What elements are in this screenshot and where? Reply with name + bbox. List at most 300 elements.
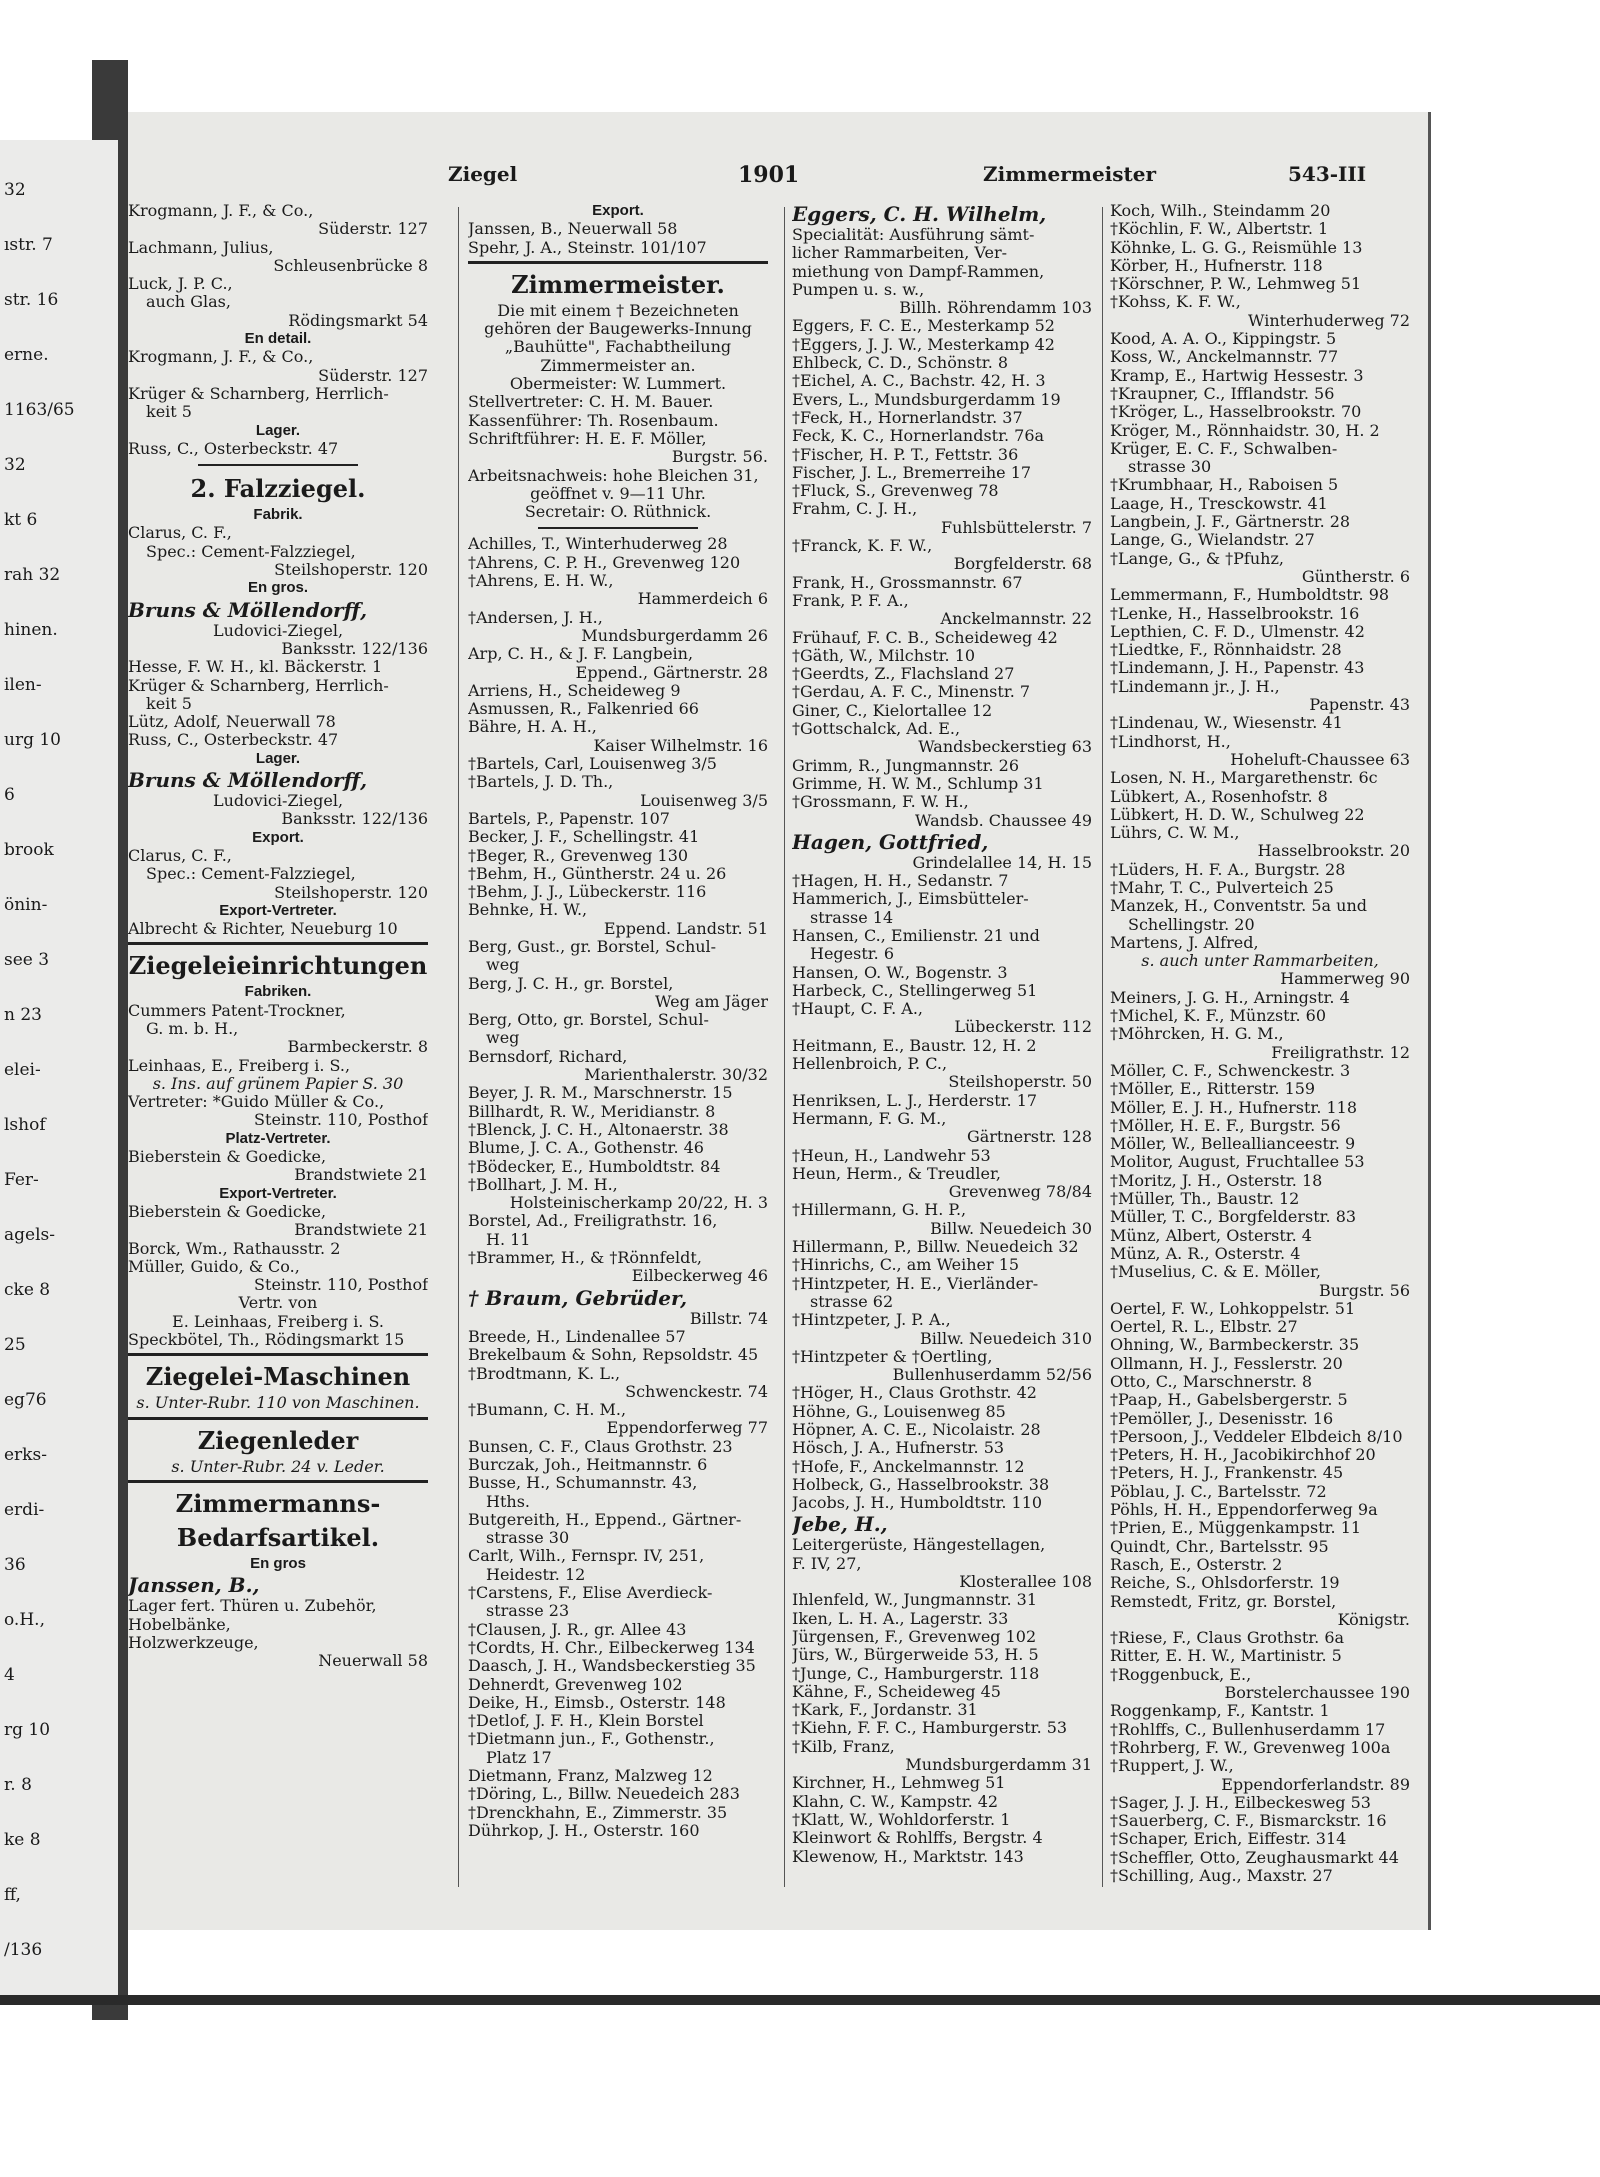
entry-line: †Möller, H. E. F., Burgstr. 56 (1110, 1116, 1341, 1135)
subheading: Lager. (255, 749, 301, 767)
entry-line: Kirchner, H., Lehmweg 51 (792, 1774, 1006, 1793)
entry-line: †Franck, K. F. W., (792, 537, 933, 556)
entry-continuation: weg (486, 1029, 520, 1048)
entry-line: Specialität: Ausführung sämt- (792, 226, 1035, 244)
entry-address: Eppendorferweg 77 (606, 1419, 768, 1438)
firm-name: Bruns & Möllendorff, (128, 597, 368, 622)
entry-line: †Fischer, H. P. T., Fettstr. 36 (792, 445, 1019, 464)
entry-line: Martens, J. Alfred, (1110, 933, 1259, 952)
entry-line: Schriftführer: H. E. F. Möller, (468, 429, 707, 448)
entry-line: †Liedtke, F., Rönnhaidstr. 28 (1110, 641, 1342, 660)
entry-line: Ehlbeck, C. D., Schönstr. 8 (792, 354, 1009, 373)
entry-line: Dehnerdt, Grevenweg 102 (468, 1675, 683, 1694)
entry-line: †Ruppert, J. W., (1110, 1757, 1234, 1776)
entry-line: †Köchlin, F. W., Albertstr. 1 (1110, 220, 1329, 239)
entry-address: Steinstr. 110, Posthof (254, 1111, 428, 1130)
facing-page-text: 32 (4, 180, 26, 200)
entry-line: Müller, Guido, & Co., (128, 1257, 300, 1276)
entry-line: Hobelbänke, (128, 1615, 231, 1634)
entry-continuation: strasse 62 (810, 1292, 894, 1311)
entry-line: †Schaper, Erich, Eiffestr. 314 (1110, 1830, 1347, 1849)
entry-line: †Schilling, Aug., Maxstr. 27 (1110, 1867, 1333, 1886)
entry-line: †Peters, H. J., Frankenstr. 45 (1110, 1464, 1344, 1483)
entry-line: †Paap, H., Gabelsbergerstr. 5 (1110, 1391, 1348, 1410)
facing-page-text: hinen. (4, 620, 58, 640)
entry-line: †Prien, E., Müggenkampstr. 11 (1110, 1519, 1362, 1538)
entry-line: Heitmann, E., Baustr. 12, H. 2 (792, 1036, 1037, 1055)
entry-line: licher Rammarbeiten, Ver- (792, 244, 1007, 263)
entry-continuation: Spec.: Cement-Falzziegel, (146, 542, 356, 561)
entry-line: Losen, N. H., Margarethenstr. 6c (1110, 769, 1378, 788)
entry-line: Russ, C., Osterbeckstr. 47 (128, 439, 339, 458)
subheading: Platz-Vertreter. (225, 1129, 331, 1147)
entry-address: Eppend., Gärtnerstr. 28 (575, 663, 768, 682)
entry-line: Lachmann, Julius, (128, 238, 274, 257)
entry-line: Lübkert, A., Rosenhofstr. 8 (1110, 787, 1328, 806)
entry-line: Kröger, M., Rönnhaidstr. 30, H. 2 (1110, 421, 1380, 440)
cross-reference: s. Ins. auf grünem Papier S. 30 (152, 1074, 404, 1093)
entry-address: Mundsburgerdamm 31 (905, 1756, 1092, 1775)
entry-address: Papenstr. 43 (1309, 696, 1410, 715)
facing-page-text: 36 (4, 1555, 26, 1575)
entry-line: Frahm, C. J. H., (792, 500, 918, 519)
entry-line: Otto, C., Marschnerstr. 8 (1110, 1373, 1313, 1391)
entry-line: Asmussen, R., Falkenried 66 (468, 700, 699, 719)
facing-page-text: erdi- (4, 1500, 45, 1520)
entry-line: Oertel, F. W., Lohkoppelstr. 51 (1110, 1299, 1356, 1318)
facing-page-text: Fer- (4, 1170, 39, 1190)
entry-line: †Kohss, K. F. W., (1110, 293, 1241, 312)
entry-address: Rödingsmarkt 54 (288, 311, 428, 330)
entry-line: Kähne, F., Scheideweg 45 (792, 1682, 1001, 1701)
centered-line: Obermeister: W. Lummert. (509, 375, 727, 394)
facing-page-text: erks- (4, 1445, 47, 1465)
entry-address: Mundsburgerdamm 26 (581, 626, 768, 645)
entry-line: †Peters, H. H., Jacobikirchhof 20 (1110, 1446, 1376, 1465)
entry-address: Wandsb. Chaussee 49 (915, 811, 1092, 830)
entry-line: Eggers, F. C. E., Mesterkamp 52 (792, 317, 1055, 336)
entry-line: Lager fert. Thüren u. Zubehör, (128, 1597, 377, 1616)
entry-line: †Lüders, H. F. A., Burgstr. 28 (1110, 860, 1346, 879)
entry-line: †Krumbhaar, H., Raboisen 5 (1110, 476, 1339, 495)
facing-page-text: r. 8 (4, 1775, 32, 1795)
entry-continuation: Platz 17 (486, 1748, 552, 1767)
entry-line: †Lindemann, J. H., Papenstr. 43 (1110, 659, 1365, 678)
entry-line: Frank, H., Grossmannstr. 67 (792, 573, 1023, 592)
entry-line: F. IV, 27, (792, 1554, 862, 1573)
entry-address: Freiligrathstr. 12 (1271, 1043, 1410, 1062)
centered-line: Vertr. von (238, 1294, 318, 1313)
entry-line: †Lange, G., & †Pfuhz, (1110, 549, 1284, 568)
entry-line: †Möhrcken, H. G. M., (1110, 1025, 1284, 1044)
entry-line: †Junge, C., Hamburgerstr. 118 (792, 1664, 1040, 1683)
entry-line: †Kiehn, F. F. C., Hamburgerstr. 53 (792, 1719, 1068, 1738)
entry-line: †Möller, E., Ritterstr. 159 (1110, 1080, 1316, 1099)
entry-continuation: Heidestr. 12 (486, 1565, 586, 1584)
entry-line: Arbeitsnachweis: hohe Bleichen 31, (468, 466, 759, 485)
entry-line: Koch, Wilh., Steindamm 20 (1110, 202, 1331, 220)
entry-line: Carlt, Wilh., Fernspr. IV, 251, (468, 1547, 705, 1566)
entry-address: Weg am Jäger (654, 992, 768, 1011)
facing-page-text: /136 (4, 1940, 43, 1960)
entry-address: Steilshoperstr. 120 (274, 883, 428, 902)
entry-line: Langbein, J. F., Gärtnerstr. 28 (1110, 513, 1351, 532)
entry-line: Kood, A. A. O., Kippingstr. 5 (1110, 330, 1337, 349)
entry-line: †Gerdau, A. F. C., Minenstr. 7 (792, 683, 1031, 702)
separator-rule (538, 527, 698, 529)
entry-line: Leinhaas, E., Freiberg i. S., (128, 1056, 351, 1075)
separator-rule (198, 464, 358, 466)
entry-line: Clarus, C. F., (128, 846, 232, 865)
entry-line: †Eggers, J. J. W., Mesterkamp 42 (792, 335, 1055, 354)
entry-address: Anckelmannstr. 22 (940, 610, 1092, 629)
firm-name: † Braum, Gebrüder, (468, 1285, 688, 1310)
entry-line: Henriksen, L. J., Herderstr. 17 (792, 1091, 1038, 1110)
entry-line: Ritter, E. H. W., Martinistr. 5 (1110, 1647, 1342, 1666)
entry-address: Süderstr. 127 (318, 366, 428, 385)
section-heading: Zimmermeister. (511, 269, 725, 299)
facing-page-text: ilen- (4, 675, 42, 695)
entry-address: Schleusenbrücke 8 (273, 256, 428, 275)
subheading: Export-Vertreter. (219, 1184, 337, 1202)
centered-line: Ludovici-Ziegel, (212, 621, 344, 640)
firm-name: Jebe, H., (792, 1512, 888, 1537)
entry-line: †Haupt, C. F. A., (792, 1000, 923, 1019)
entry-address: Borstelerchaussee 190 (1224, 1684, 1410, 1703)
firm-name: Eggers, C. H. Wilhelm, (792, 202, 1047, 226)
entry-line: Meiners, J. G. H., Arningstr. 4 (1110, 988, 1350, 1007)
entry-line: Jacobs, J. H., Humboldtstr. 110 (792, 1494, 1043, 1513)
entry-line: Kramp, E., Hartwig Hessestr. 3 (1110, 366, 1364, 385)
entry-line: Höhne, G., Louisenweg 85 (792, 1402, 1006, 1421)
entry-line: Lührs, C. W. M., (1110, 824, 1240, 843)
entry-line: Berg, J. C. H., gr. Borstel, (468, 974, 674, 993)
entry-line: †Bödecker, E., Humboldtstr. 84 (468, 1157, 721, 1176)
entry-line: †Clausen, J. R., gr. Allee 43 (468, 1620, 687, 1639)
page-number: 543-III (1288, 162, 1367, 186)
cross-reference: s. auch unter Rammarbeiten, (1141, 952, 1379, 971)
entry-line: †Feck, H., Hornerlandstr. 37 (792, 408, 1023, 427)
entry-line: Dührkop, J. H., Osterstr. 160 (468, 1821, 700, 1840)
entry-line: †Bartels, J. D. Th., (468, 773, 614, 792)
entry-line: Blume, J. C. A., Gothenstr. 46 (468, 1139, 704, 1158)
page-header (128, 162, 1428, 192)
entry-line: Hansen, C., Emilienstr. 21 und (792, 926, 1040, 945)
entry-line: †Michel, K. F., Münzstr. 60 (1110, 1007, 1326, 1026)
centered-line: Zimmermeister an. (540, 356, 696, 375)
entry-line: †Hintzpeter, H. E., Vierländer- (792, 1274, 1039, 1293)
entry-line: Borstel, Ad., Freiligrathstr. 16, (468, 1212, 718, 1231)
entry-line: Roggenkamp, F., Kantstr. 1 (1110, 1702, 1330, 1721)
entry-address: Burgstr. 56. (671, 448, 768, 467)
facing-page-text: urg 10 (4, 730, 61, 750)
entry-address: Grindelallee 14, H. 15 (912, 853, 1092, 872)
column-2 (468, 202, 768, 1840)
facing-page-text: str. 16 (4, 290, 59, 310)
entry-line: Leitergerüste, Hängestellagen, (792, 1536, 1046, 1555)
subheading: Fabriken. (244, 983, 312, 1001)
facing-page-text: 25 (4, 1335, 26, 1355)
entry-line: Berg, Otto, gr. Borstel, Schul- (468, 1011, 709, 1030)
entry-line: †Eichel, A. C., Bachstr. 42, H. 3 (792, 372, 1046, 391)
entry-line: Grimme, H. W. M., Schlump 31 (792, 774, 1044, 793)
facing-page-text: erne. (4, 345, 49, 365)
subheading: Export. (252, 828, 304, 846)
entry-line: Münz, A. R., Osterstr. 4 (1110, 1244, 1301, 1263)
section-rule (128, 942, 428, 945)
entry-address: Grevenweg 78/84 (948, 1183, 1092, 1202)
entry-line: †Roggenbuck, E., (1110, 1665, 1252, 1684)
entry-line: †Hintzpeter, J. P. A., (792, 1311, 951, 1330)
entry-line: †Bollhart, J. M. H., (468, 1175, 618, 1194)
entry-line: Münz, Albert, Osterstr. 4 (1110, 1226, 1312, 1245)
entry-line: Ollmann, H. J., Fesslerstr. 20 (1110, 1354, 1343, 1373)
entry-line: Holbeck, G., Hasselbrookstr. 38 (792, 1475, 1050, 1494)
entry-line: Körber, H., Hufnerstr. 118 (1110, 256, 1323, 275)
facing-page-text: rah 32 (4, 565, 61, 585)
entry-line: Cummers Patent-Trockner, (128, 1001, 346, 1020)
entry-line: Evers, L., Mundsburgerdamm 19 (792, 390, 1061, 409)
facing-page-text: see 3 (4, 950, 50, 970)
entry-continuation: Spec.: Cement-Falzziegel, (146, 865, 356, 884)
entry-line: Frank, P. F. A., (792, 591, 909, 610)
entry-line: Kleinwort & Rohlffs, Bergstr. 4 (792, 1829, 1043, 1848)
entry-line: †Fluck, S., Grevenweg 78 (792, 482, 999, 501)
entry-line: Lange, G., Wielandstr. 27 (1110, 531, 1315, 550)
entry-line: †Muselius, C. & E. Möller, (1110, 1263, 1322, 1282)
facing-page-text: önin- (4, 895, 48, 915)
facing-page-text: o.H., (4, 1610, 45, 1630)
section-rule (128, 1353, 428, 1356)
entry-line: Billhardt, R. W., Meridianstr. 8 (468, 1102, 716, 1121)
entry-line: Breede, H., Lindenallee 57 (468, 1327, 686, 1346)
entry-line: †Beger, R., Grevenweg 130 (468, 846, 689, 865)
entry-line: Jürgensen, F., Grevenweg 102 (792, 1627, 1037, 1646)
facing-page-text: ke 8 (4, 1830, 41, 1850)
entry-line: Klahn, C. W., Kampstr. 42 (792, 1792, 999, 1811)
entry-address: Hammerweg 90 (1280, 970, 1410, 989)
facing-page-text: 6 (4, 785, 15, 805)
header-year: 1901 (738, 162, 800, 188)
entry-line: Spehr, J. A., Steinstr. 101/107 (468, 238, 707, 257)
entry-line: †Cordts, H. Chr., Eilbeckerweg 134 (468, 1638, 755, 1657)
entry-address: Barmbeckerstr. 8 (287, 1038, 428, 1057)
entry-line: †Blenck, J. C. H., Altonaerstr. 38 (468, 1120, 729, 1139)
entry-line: †Rohlffs, C., Bullenhuserdamm 17 (1110, 1720, 1386, 1739)
entry-line: †Behm, J. J., Lübeckerstr. 116 (468, 883, 707, 902)
entry-line: Möller, E. J. H., Hufnerstr. 118 (1110, 1098, 1358, 1117)
entry-line: Holzwerkzeuge, (128, 1633, 259, 1652)
entry-line: Achilles, T., Winterhuderweg 28 (468, 535, 728, 554)
entry-line: †Sager, J. J. H., Eilbeckesweg 53 (1110, 1793, 1371, 1812)
entry-line: miethung von Dampf-Rammen, (792, 262, 1045, 281)
entry-address: Wandsbeckerstieg 63 (918, 738, 1092, 757)
entry-address: Billstr. 74 (689, 1309, 768, 1328)
entry-line: †Ahrens, E. H. W., (468, 572, 614, 591)
entry-address: Lübeckerstr. 112 (954, 1018, 1092, 1037)
centered-line: Secretair: O. Rüthnick. (524, 503, 712, 522)
entry-address: Borgfelderstr. 68 (953, 555, 1092, 574)
facing-page-text: lshof (4, 1115, 46, 1135)
facing-page-text: brook (4, 840, 54, 860)
entry-line: †Kröger, L., Hasselbrookstr. 70 (1110, 403, 1362, 422)
entry-line: Remstedt, Fritz, gr. Borstel, (1110, 1592, 1337, 1611)
section-heading: Ziegenleder (197, 1425, 359, 1455)
entry-continuation: H. 11 (486, 1230, 531, 1249)
column-divider (1102, 207, 1103, 1887)
entry-line: Möller, W., Belleallianceestr. 9 (1110, 1135, 1356, 1154)
entry-continuation: keit 5 (146, 403, 192, 422)
entry-line: Krogmann, J. F., & Co., (128, 348, 314, 367)
entry-line: †Kraupner, C., Ifflandstr. 56 (1110, 384, 1335, 403)
entry-line: Behnke, H. W., (468, 901, 588, 920)
entry-line: Dietmann, Franz, Malzweg 12 (468, 1767, 713, 1786)
facing-page-text: rg 10 (4, 1720, 51, 1740)
entry-line: Janssen, B., Neuerwall 58 (468, 220, 678, 239)
facing-page-text: eg76 (4, 1390, 47, 1410)
facing-page-text: n 23 (4, 1005, 42, 1025)
entry-address: Süderstr. 127 (318, 220, 428, 239)
entry-address: Eilbeckerweg 46 (631, 1267, 768, 1286)
entry-line: Grimm, R., Jungmannstr. 26 (792, 756, 1020, 775)
firm-name: Bruns & Möllendorff, (128, 768, 368, 793)
entry-line: Pöblau, J. C., Bartelsstr. 72 (1110, 1482, 1327, 1501)
entry-line: Harbeck, C., Stellingerweg 51 (792, 981, 1038, 1000)
entry-line: Molitor, August, Fruchtallee 53 (1110, 1153, 1365, 1172)
section-heading: 2. Falzziegel. (190, 474, 366, 504)
entry-line: Brekelbaum & Sohn, Repsoldstr. 45 (468, 1346, 759, 1365)
entry-address: Klosterallee 108 (959, 1573, 1092, 1592)
entry-line: Jürs, W., Bürgerweide 53, H. 5 (792, 1646, 1039, 1665)
entry-line: Krogmann, J. F., & Co., (128, 202, 314, 220)
entry-line: Lepthien, C. F. D., Ulmenstr. 42 (1110, 622, 1365, 641)
centered-line: „Bauhütte", Fachabtheilung (504, 338, 732, 357)
entry-line: Hermann, F. G. M., (792, 1109, 947, 1128)
entry-continuation: weg (486, 956, 520, 975)
entry-address: Bullenhuserdamm 52/56 (892, 1366, 1092, 1385)
entry-line: Butgereith, H., Eppend., Gärtner- (468, 1510, 742, 1529)
entry-line: †Gäth, W., Milchstr. 10 (792, 646, 976, 665)
entry-line: Beyer, J. R. M., Marschnerstr. 15 (468, 1084, 733, 1103)
entry-line: Quindt, Chr., Bartelsstr. 95 (1110, 1537, 1329, 1556)
entry-line: †Müller, Th., Baustr. 12 (1110, 1190, 1300, 1209)
entry-address: Kaiser Wilhelmstr. 16 (593, 736, 768, 755)
entry-line: Frühauf, F. C. B., Scheideweg 42 (792, 628, 1058, 647)
entry-line: Becker, J. F., Schellingstr. 41 (468, 828, 700, 847)
entry-line: †Bartels, Carl, Louisenweg 3/5 (468, 755, 717, 774)
section-heading: Ziegelei-Maschinen (145, 1362, 411, 1392)
entry-line: Berg, Gust., gr. Borstel, Schul- (468, 937, 717, 956)
entry-continuation: strasse 30 (1128, 458, 1212, 477)
entry-line: Speckbötel, Th., Rödingsmarkt 15 (128, 1331, 405, 1350)
entry-line: Daasch, J. H., Wandsbeckerstieg 35 (468, 1657, 756, 1676)
entry-address: Brandstwiete 21 (294, 1221, 428, 1240)
entry-line: Arriens, H., Scheideweg 9 (468, 681, 681, 700)
entry-address: Fuhlsbüttelerstr. 7 (940, 518, 1092, 537)
entry-line: †Grossmann, F. W. H., (792, 793, 969, 812)
entry-line: Hillermann, P., Billw. Neuedeich 32 (792, 1238, 1079, 1257)
entry-address: Steinstr. 110, Posthof (254, 1276, 428, 1295)
facing-page-text: 1163/65 (4, 400, 75, 420)
entry-line: †Hagen, H. H., Sedanstr. 7 (792, 872, 1009, 891)
entry-line: Krüger & Scharnberg, Herrlich- (128, 384, 389, 403)
entry-address: Gärtnerstr. 128 (966, 1128, 1092, 1147)
entry-line: Giner, C., Kielortallee 12 (792, 701, 993, 720)
entry-line: †Andersen, J. H., (468, 608, 603, 627)
entry-line: Müller, T. C., Borgfelderstr. 83 (1110, 1208, 1357, 1227)
centered-line: geöffnet v. 9—11 Uhr. (530, 484, 706, 503)
subheading: Export-Vertreter. (219, 901, 337, 919)
entry-line: Albrecht & Richter, Neueburg 10 (128, 920, 398, 939)
entry-address: Hoheluft-Chaussee 63 (1230, 750, 1410, 769)
entry-line: †Drenckhahn, E., Zimmerstr. 35 (468, 1803, 728, 1822)
entry-address: Marienthalerstr. 30/32 (584, 1066, 768, 1085)
scan-bottom-edge (0, 1995, 1600, 2005)
entry-continuation: strasse 14 (810, 908, 894, 927)
facing-page-text: agels- (4, 1225, 55, 1245)
entry-address: Banksstr. 122/136 (281, 639, 428, 658)
entry-line: Pöhls, H. H., Eppendorferweg 9a (1110, 1501, 1378, 1520)
entry-address: Holsteinischerkamp 20/22, H. 3 (509, 1194, 768, 1213)
column-divider (784, 207, 785, 1887)
entry-line: Russ, C., Osterbeckstr. 47 (128, 731, 339, 750)
facing-page-text: kt 6 (4, 510, 38, 530)
entry-continuation: strasse 30 (486, 1529, 570, 1548)
entry-line: †Kilb, Franz, (792, 1737, 895, 1756)
entry-line: †Brodtmann, K. L., (468, 1364, 621, 1383)
column-1 (128, 202, 428, 1670)
entry-address: Winterhuderweg 72 (1248, 311, 1410, 330)
entry-address: Billw. Neuedeich 30 (930, 1219, 1092, 1238)
firm-name: Janssen, B., (128, 1573, 260, 1598)
entry-line: Iken, L. H. A., Lagerstr. 33 (792, 1609, 1009, 1628)
entry-continuation: auch Glas, (146, 293, 231, 312)
entry-line: †Dietmann jun., F., Gothenstr., (468, 1730, 715, 1749)
entry-line: †Klatt, W., Wohldorferstr. 1 (792, 1810, 1011, 1829)
entry-line: †Moritz, J. H., Osterstr. 18 (1110, 1171, 1323, 1190)
facing-page-text: ff, (4, 1885, 21, 1905)
entry-line: Bernsdorf, Richard, (468, 1047, 628, 1066)
entry-line: Höpner, A. C. E., Nicolaistr. 28 (792, 1421, 1041, 1439)
entry-address: Billh. Röhrendamm 103 (899, 299, 1092, 318)
entry-line: Feck, K. C., Hornerlandstr. 76a (792, 427, 1045, 446)
entry-address: Banksstr. 122/136 (281, 810, 428, 829)
entry-line: Ohning, W., Barmbeckerstr. 35 (1110, 1336, 1360, 1355)
entry-line: Fischer, J. L., Bremerreihe 17 (792, 463, 1032, 482)
entry-address: Neuerwall 58 (318, 1652, 428, 1671)
entry-line: Hösch, J. A., Hufnerstr. 53 (792, 1439, 1005, 1458)
entry-address: Hasselbrookstr. 20 (1257, 842, 1410, 861)
column-divider (458, 207, 459, 1887)
entry-line: †Brammer, H., & †Rönnfeldt, (468, 1249, 702, 1268)
entry-line: Lütz, Adolf, Neuerwall 78 (128, 713, 336, 732)
entry-address: Brandstwiete 21 (294, 1166, 428, 1185)
entry-line: †Persoon, J., Veddeler Elbdeich 8/10 (1110, 1427, 1403, 1446)
column-4 (1110, 202, 1410, 1885)
firm-name: Hagen, Gottfried, (792, 829, 989, 854)
entry-address: Güntherstr. 6 (1301, 567, 1410, 586)
entry-continuation: Hths. (486, 1492, 530, 1511)
entry-line: Stellvertreter: C. H. M. Bauer. (468, 393, 714, 412)
subheading: En detail. (244, 330, 312, 348)
entry-address: Eppendorferlandstr. 89 (1221, 1775, 1410, 1794)
entry-line: Laage, H., Tresckowstr. 41 (1110, 494, 1328, 513)
entry-continuation: Hegestr. 6 (810, 945, 895, 964)
entry-line: Reiche, S., Ohlsdorferstr. 19 (1110, 1574, 1340, 1593)
entry-line: †Carstens, F., Elise Averdieck- (468, 1584, 713, 1603)
section-heading: Bedarfsartikel. (176, 1522, 380, 1552)
entry-line: †Kark, F., Jordanstr. 31 (792, 1701, 978, 1720)
